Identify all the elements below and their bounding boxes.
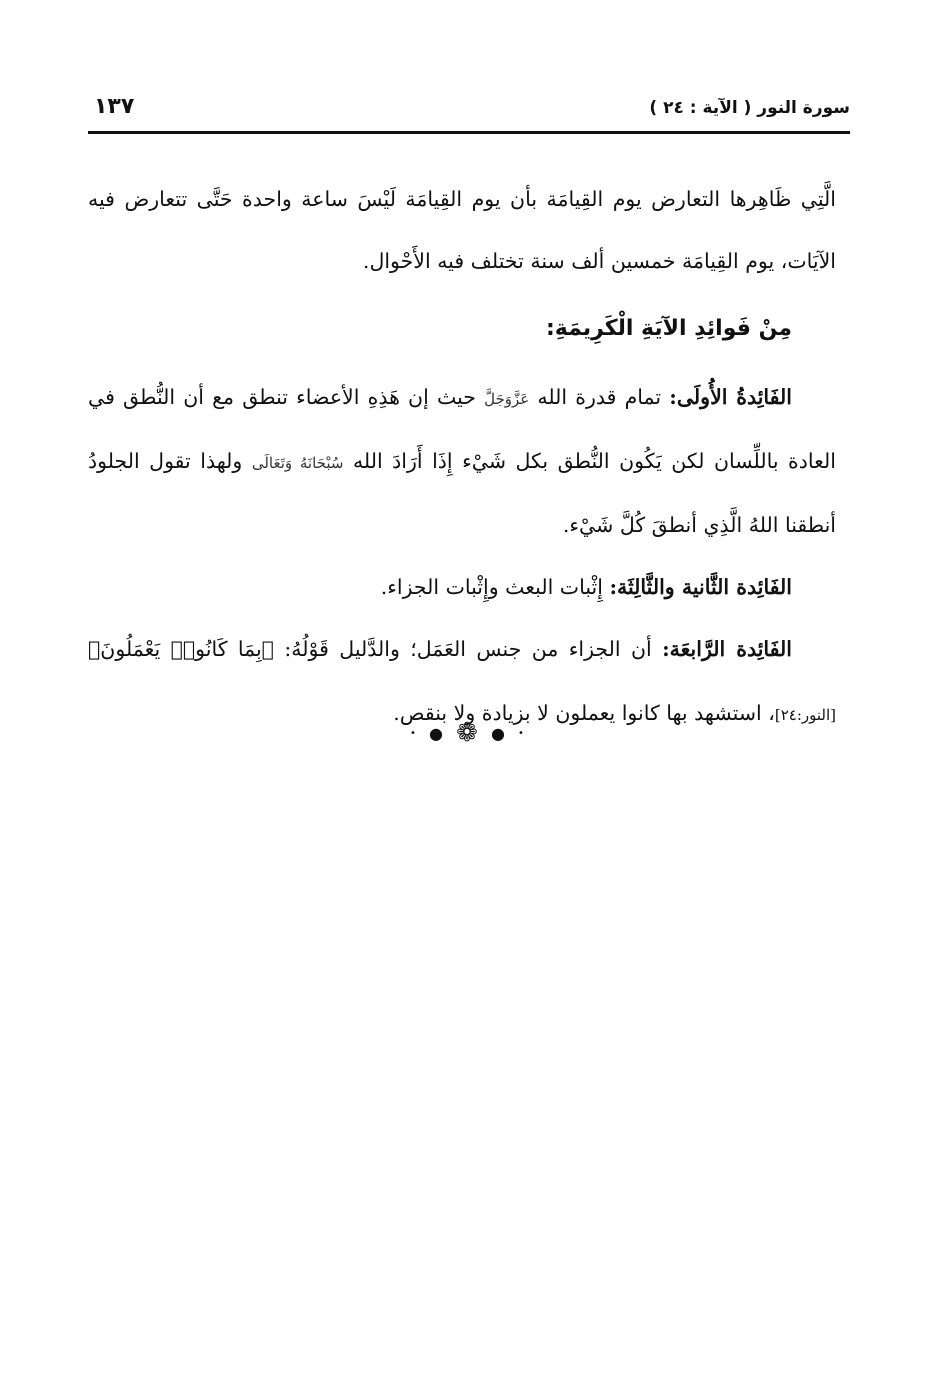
honorific-1: عَزَّوَجَلَّ: [484, 390, 530, 408]
running-title: سورة النور ( الآية : ٢٤ ): [649, 98, 850, 118]
benefit-fourth-lead: الفَائِدة الرَّابعَة:: [662, 637, 792, 661]
page-header: [88, 92, 850, 134]
section-end-ornament: [0, 718, 934, 748]
large-dot-icon: ●: [429, 723, 443, 743]
verse-citation: [النور:٢٤]: [774, 706, 836, 724]
benefit-fourth-text-1: أن الجزاء من جنس العَمَل؛ والدَّليل قَوْلُهُ:: [273, 637, 663, 661]
page-body: [88, 168, 836, 746]
benefit-first-lead: الفَائِدةُ الأُولَى:: [669, 385, 792, 409]
quran-verse: ﴿بِمَا كَانُوا۟ يَعْمَلُونَ﴾: [88, 637, 274, 661]
small-dot-icon: •: [518, 727, 524, 739]
benefit-second-lead: الفَائِدة الثَّانية والثَّالِثَة:: [609, 575, 792, 599]
benefit-fourth-text-2: ، استشهد بها كانوا يعملون لا بزيادة ولا بنقص.: [393, 701, 775, 725]
intro-paragraph: الَّتِي ظَاهِرها التعارض يوم القِيامَة بأن يوم القِيامَة لَيْسَ ساعة واحدة حَتَّى تتعارض فيه الآيَات، يوم القِيامَة خمسين ألف سنة تختلف فيه الأَحْوال.: [88, 187, 836, 273]
benefit-first-text-1: تمام قدرة الله: [529, 385, 670, 409]
header-rule: [88, 131, 850, 134]
benefit-second-text: إِثْبات البعث وإِثْبات الجزاء.: [380, 575, 610, 599]
large-dot-icon: ●: [490, 723, 505, 743]
benefit-second-paragraph: [88, 556, 836, 618]
section-heading: مِنْ فَوائِدِ الآيَةِ الْكَرِيمَةِ:: [545, 316, 792, 341]
page-number: ١٣٧: [94, 94, 135, 119]
benefit-first-text-3: ولهذا تقول الجلودُ أنطقنا اللهُ الَّذِي أنطقَ كُلَّ شَيْء.: [88, 449, 836, 537]
honorific-2: سُبْحَانَهُ وَتَعَالَى: [251, 454, 344, 472]
flower-ornament-icon: ❁: [456, 718, 478, 748]
small-dot-icon: •: [410, 727, 416, 739]
benefit-first-paragraph: [88, 366, 836, 556]
benefit-first-text-2: حيث إن هَذِهِ الأعضاء تنطق مع أن النُّطق في العادة باللِّسان لكن يَكُون النُّطق بكل شَيْء إِذَا أَرَادَ الله: [88, 385, 836, 473]
